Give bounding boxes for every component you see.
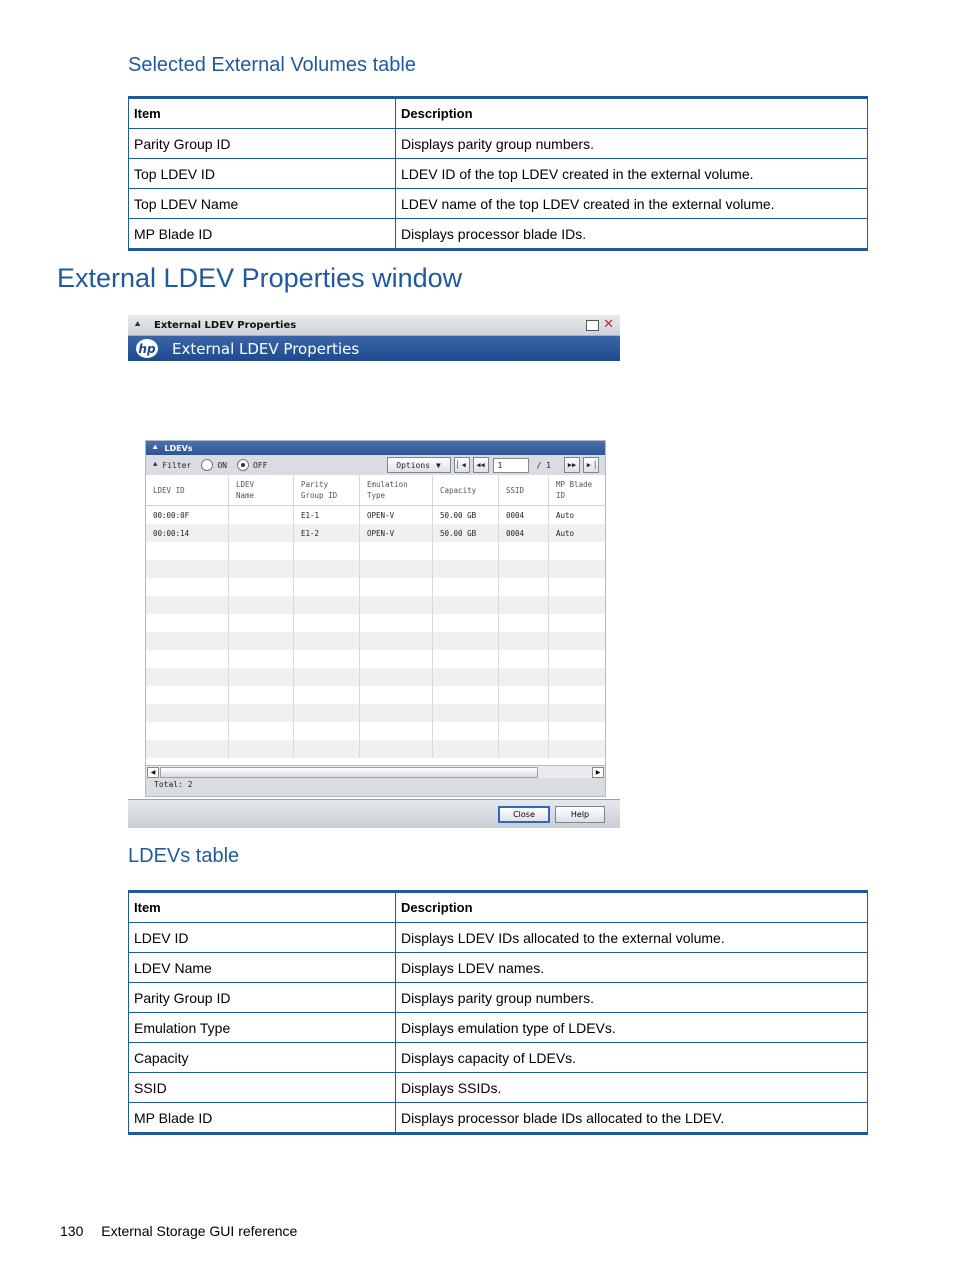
empty-grid-row xyxy=(146,614,605,632)
empty-cell xyxy=(294,704,360,722)
empty-cell xyxy=(146,722,229,740)
description-cell: Displays LDEV names. xyxy=(396,953,868,983)
table-row xyxy=(129,983,868,1013)
table-row xyxy=(129,1103,868,1134)
column-header-capacity[interactable]: Capacity xyxy=(433,475,499,505)
empty-cell xyxy=(549,614,605,632)
empty-cell xyxy=(549,650,605,668)
ldev-id-cell: 00:00:14 xyxy=(146,524,229,542)
page-heading: External LDEV Properties window xyxy=(57,263,463,293)
empty-cell xyxy=(229,614,294,632)
maximize-icon[interactable] xyxy=(586,320,599,331)
description-cell: Displays processor blade IDs allocated to the LDEV. xyxy=(396,1103,868,1134)
table-row xyxy=(129,219,868,250)
empty-cell xyxy=(294,722,360,740)
empty-rows xyxy=(146,542,605,758)
first-page-button[interactable] xyxy=(454,457,470,473)
empty-grid-row xyxy=(146,596,605,614)
item-cell: LDEV Name xyxy=(129,953,396,983)
empty-cell xyxy=(229,632,294,650)
column-header-emulation-type[interactable]: Emulation Type xyxy=(360,475,433,505)
ldev-name-cell xyxy=(229,524,294,542)
empty-cell xyxy=(433,668,499,686)
empty-cell xyxy=(499,542,549,560)
empty-cell xyxy=(360,614,433,632)
item-cell: Emulation Type xyxy=(129,1013,396,1043)
empty-cell xyxy=(360,722,433,740)
empty-cell xyxy=(549,740,605,758)
ldevs-table xyxy=(128,890,868,1135)
ldevs-panel-title: LDEVs xyxy=(164,443,193,453)
description-cell: Displays capacity of LDEVs. xyxy=(396,1043,868,1073)
column-header: Description xyxy=(396,892,868,923)
description-cell: Displays SSIDs. xyxy=(396,1073,868,1103)
empty-cell xyxy=(433,704,499,722)
empty-cell xyxy=(433,722,499,740)
first-page-icon: ▏◀ xyxy=(457,461,466,469)
column-header-ldev-id[interactable]: LDEV ID xyxy=(146,475,229,505)
table-row xyxy=(129,129,868,159)
filter-bar xyxy=(146,455,605,475)
empty-cell xyxy=(229,578,294,596)
empty-cell xyxy=(146,668,229,686)
empty-cell xyxy=(229,740,294,758)
collapse-icon[interactable]: ⯅ xyxy=(134,320,142,330)
empty-grid-row xyxy=(146,740,605,758)
horizontal-scrollbar[interactable] xyxy=(146,765,605,778)
empty-cell xyxy=(360,542,433,560)
table-row xyxy=(129,1013,868,1043)
empty-cell xyxy=(549,686,605,704)
column-header-ldev-name[interactable]: LDEV Name xyxy=(229,475,294,505)
empty-cell xyxy=(294,632,360,650)
empty-cell xyxy=(549,578,605,596)
window-title-bar xyxy=(128,315,620,336)
help-button[interactable]: Help xyxy=(555,806,605,823)
ldev-id-cell: 00:00:0F xyxy=(146,506,229,524)
table-row xyxy=(129,189,868,219)
filter-on-label: ON xyxy=(217,460,227,470)
empty-cell xyxy=(433,578,499,596)
next-page-button[interactable] xyxy=(564,457,580,473)
empty-cell xyxy=(499,740,549,758)
close-icon[interactable]: ✕ xyxy=(603,316,614,332)
empty-cell xyxy=(146,650,229,668)
filter-on-radio[interactable] xyxy=(201,459,213,471)
empty-cell xyxy=(360,578,433,596)
ldev-name-cell xyxy=(229,506,294,524)
empty-cell xyxy=(499,560,549,578)
capacity-cell: 50.00 GB xyxy=(433,506,499,524)
empty-cell xyxy=(549,704,605,722)
item-cell: Parity Group ID xyxy=(129,129,396,159)
empty-grid-row xyxy=(146,722,605,740)
item-cell: MP Blade ID xyxy=(129,1103,396,1134)
empty-cell xyxy=(549,542,605,560)
selected-external-volumes-table xyxy=(128,96,868,251)
empty-cell xyxy=(433,542,499,560)
window-footer xyxy=(128,799,620,828)
column-header-parity-group-id[interactable]: Parity Group ID xyxy=(294,475,360,505)
item-cell: Top LDEV Name xyxy=(129,189,396,219)
section-title-ldevs-table: LDEVs table xyxy=(128,845,240,867)
empty-cell xyxy=(433,614,499,632)
empty-cell xyxy=(360,740,433,758)
grid-header-row xyxy=(146,475,605,506)
empty-cell xyxy=(499,686,549,704)
empty-cell xyxy=(360,560,433,578)
mp-blade-cell: Auto xyxy=(556,510,575,520)
empty-cell xyxy=(549,722,605,740)
empty-cell xyxy=(146,578,229,596)
empty-cell xyxy=(294,542,360,560)
mp-blade-cell: Auto xyxy=(556,528,575,538)
page-footer xyxy=(60,1223,297,1239)
item-cell: Capacity xyxy=(129,1043,396,1073)
table-row xyxy=(129,1073,868,1103)
empty-grid-row xyxy=(146,650,605,668)
description-cell: Displays parity group numbers. xyxy=(396,983,868,1013)
empty-cell xyxy=(229,542,294,560)
empty-cell xyxy=(229,668,294,686)
empty-cell xyxy=(549,596,605,614)
empty-cell xyxy=(146,740,229,758)
empty-cell xyxy=(360,596,433,614)
table-row xyxy=(129,923,868,953)
total-value: 2 xyxy=(187,780,193,789)
table-row xyxy=(129,1043,868,1073)
empty-cell xyxy=(294,650,360,668)
column-header-mp-blade-id[interactable]: MP Blade ID xyxy=(556,480,593,500)
table-row[interactable] xyxy=(146,524,605,542)
scroll-right-icon[interactable]: ▶ xyxy=(592,767,604,778)
parity-group-cell: E1-2 xyxy=(294,524,360,542)
empty-cell xyxy=(229,686,294,704)
collapse-icon[interactable]: ⯅ xyxy=(152,443,159,452)
total-count xyxy=(154,780,193,789)
page-number-input[interactable]: 1 xyxy=(493,458,529,473)
item-cell: Parity Group ID xyxy=(129,983,396,1013)
empty-cell xyxy=(433,740,499,758)
table-row xyxy=(129,159,868,189)
section-title-selected-external-volumes: Selected External Volumes table xyxy=(128,54,416,76)
empty-cell xyxy=(229,704,294,722)
empty-cell xyxy=(499,704,549,722)
window-banner xyxy=(128,336,620,361)
empty-cell xyxy=(433,632,499,650)
prev-page-icon: ◀◀ xyxy=(476,461,485,469)
empty-cell xyxy=(360,686,433,704)
empty-grid-row xyxy=(146,560,605,578)
external-ldev-properties-window xyxy=(128,315,620,827)
empty-cell xyxy=(499,650,549,668)
next-page-icon: ▶▶ xyxy=(567,461,577,469)
empty-cell xyxy=(499,722,549,740)
empty-cell xyxy=(146,560,229,578)
prev-page-button[interactable] xyxy=(473,457,489,473)
empty-cell xyxy=(360,668,433,686)
item-cell: Top LDEV ID xyxy=(129,159,396,189)
hp-logo-icon: hp xyxy=(136,339,158,358)
scroll-thumb[interactable] xyxy=(160,767,538,778)
description-cell: Displays processor blade IDs. xyxy=(396,219,868,250)
page-number: 130 xyxy=(60,1223,84,1239)
ssid-cell: 0004 xyxy=(499,506,549,524)
empty-cell xyxy=(499,632,549,650)
item-cell: SSID xyxy=(129,1073,396,1103)
parity-group-cell: E1-1 xyxy=(294,506,360,524)
table-row xyxy=(129,953,868,983)
table-header-row xyxy=(129,892,868,923)
empty-grid-row xyxy=(146,704,605,722)
item-cell: LDEV ID xyxy=(129,923,396,953)
description-cell: Displays parity group numbers. xyxy=(396,129,868,159)
options-label: Options xyxy=(396,460,430,470)
last-page-button[interactable] xyxy=(583,457,599,473)
column-header-ssid[interactable]: SSID xyxy=(499,475,549,505)
empty-cell xyxy=(499,596,549,614)
empty-cell xyxy=(433,596,499,614)
empty-cell xyxy=(433,650,499,668)
empty-cell xyxy=(549,668,605,686)
scroll-left-icon[interactable]: ◀ xyxy=(147,767,159,778)
capacity-cell: 50.00 GB xyxy=(433,524,499,542)
empty-cell xyxy=(294,596,360,614)
options-button[interactable] xyxy=(387,457,451,473)
filter-off-radio[interactable] xyxy=(237,459,249,471)
empty-cell xyxy=(146,632,229,650)
empty-cell xyxy=(294,740,360,758)
filter-off-label: OFF xyxy=(252,460,268,470)
empty-cell xyxy=(229,722,294,740)
empty-cell xyxy=(294,668,360,686)
empty-cell xyxy=(360,650,433,668)
empty-cell xyxy=(499,578,549,596)
empty-cell xyxy=(360,632,433,650)
empty-cell xyxy=(146,686,229,704)
column-header: Item xyxy=(129,98,396,129)
empty-cell xyxy=(549,560,605,578)
empty-cell xyxy=(294,614,360,632)
empty-cell xyxy=(146,596,229,614)
empty-cell xyxy=(549,632,605,650)
footer-text: External Storage GUI reference xyxy=(101,1223,298,1239)
empty-grid-row xyxy=(146,542,605,560)
empty-cell xyxy=(499,668,549,686)
empty-cell xyxy=(433,560,499,578)
empty-cell xyxy=(294,686,360,704)
ldevs-grid xyxy=(146,475,605,765)
window-title: External LDEV Properties xyxy=(154,319,297,331)
empty-cell xyxy=(229,650,294,668)
empty-cell xyxy=(294,578,360,596)
item-cell: MP Blade ID xyxy=(129,219,396,250)
emulation-type-cell: OPEN-V xyxy=(360,524,433,542)
emulation-type-cell: OPEN-V xyxy=(360,506,433,524)
banner-title: External LDEV Properties xyxy=(172,339,360,358)
empty-cell xyxy=(499,614,549,632)
last-page-icon: ▶▕ xyxy=(586,461,596,469)
chevron-down-icon: ▼ xyxy=(435,460,441,470)
empty-cell xyxy=(146,614,229,632)
column-header: Description xyxy=(396,98,868,129)
close-button[interactable]: Close xyxy=(498,806,550,823)
table-row[interactable] xyxy=(146,506,605,524)
empty-cell xyxy=(433,686,499,704)
empty-cell xyxy=(294,560,360,578)
empty-grid-row xyxy=(146,578,605,596)
page-total: / 1 xyxy=(536,460,551,470)
empty-cell xyxy=(360,704,433,722)
ssid-cell: 0004 xyxy=(499,524,549,542)
empty-cell xyxy=(146,542,229,560)
description-cell: Displays emulation type of LDEVs. xyxy=(396,1013,868,1043)
filter-toggle-icon[interactable]: ⯅ xyxy=(152,460,159,469)
description-cell: LDEV ID of the top LDEV created in the external volume. xyxy=(396,159,868,189)
description-cell: Displays LDEV IDs allocated to the external volume. xyxy=(396,923,868,953)
empty-grid-row xyxy=(146,668,605,686)
ldevs-panel-header xyxy=(146,441,605,455)
description-cell: LDEV name of the top LDEV created in the external volume. xyxy=(396,189,868,219)
empty-cell xyxy=(146,704,229,722)
empty-cell xyxy=(229,596,294,614)
empty-grid-row xyxy=(146,632,605,650)
total-label: Total: xyxy=(154,780,183,789)
column-header: Item xyxy=(129,892,396,923)
ldevs-panel xyxy=(145,440,606,797)
filter-label: Filter xyxy=(162,460,192,470)
empty-grid-row xyxy=(146,686,605,704)
table-header-row xyxy=(129,98,868,129)
empty-cell xyxy=(229,560,294,578)
